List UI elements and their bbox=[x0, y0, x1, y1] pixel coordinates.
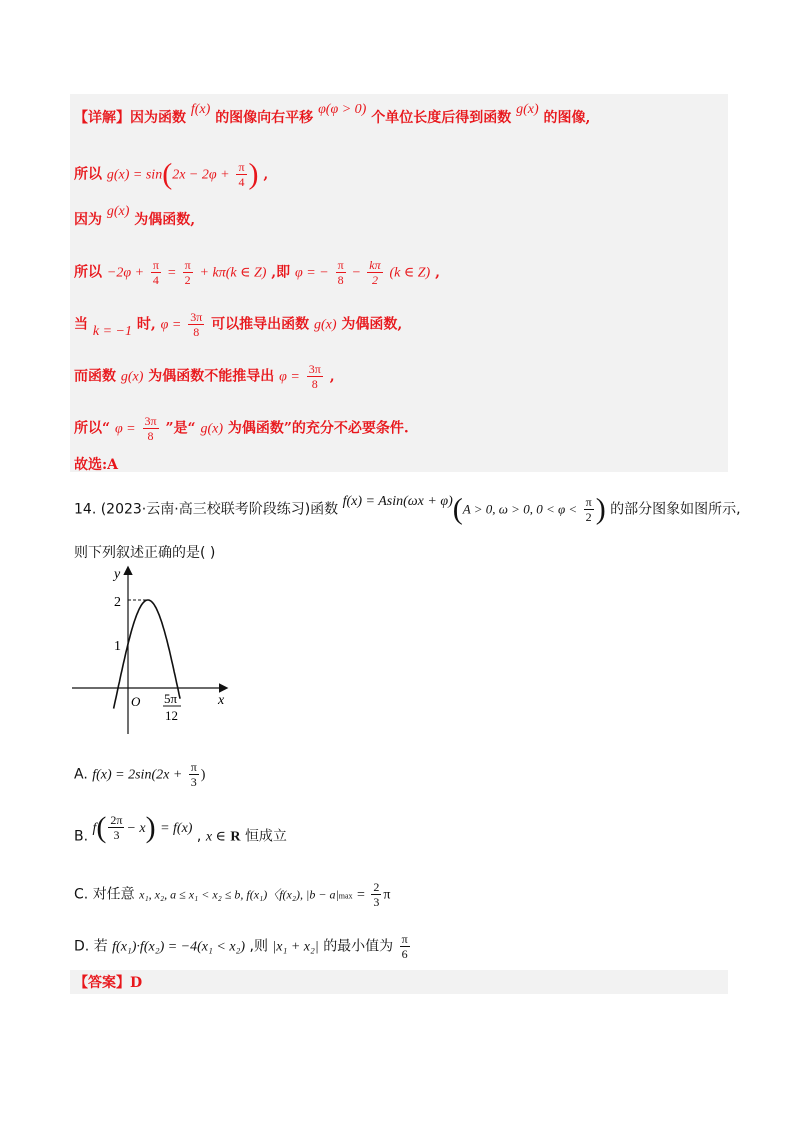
option-label: B. bbox=[74, 828, 89, 845]
math: 2x − 2φ + bbox=[172, 167, 230, 183]
math-real-set: R bbox=[230, 829, 241, 845]
text: , bbox=[263, 166, 269, 183]
solution-line-4 bbox=[74, 258, 440, 287]
text: 为偶函数”的充分不必要条件. bbox=[227, 420, 409, 437]
fraction: $\frac{3\pi}{8}$ bbox=[190, 310, 203, 339]
math: = bbox=[167, 265, 176, 281]
text: , bbox=[329, 368, 335, 385]
fraction: $\frac{\pi}{4}$ bbox=[238, 160, 245, 189]
option-a[interactable] bbox=[74, 760, 205, 789]
fraction: $\frac{3\pi}{8}$ bbox=[308, 362, 321, 391]
text: 的部分图象如图所示, bbox=[610, 501, 741, 518]
math: + kπ(k ∈ Z) bbox=[199, 265, 267, 281]
fraction: $\frac{\pi}{6}$ bbox=[401, 932, 408, 961]
math-subscript: max bbox=[338, 891, 353, 901]
math: g(x) = sin bbox=[106, 167, 163, 183]
answer-line bbox=[74, 973, 142, 993]
math: |x₁ + x₂| bbox=[272, 939, 319, 955]
math-formula: f(x) = Asin(ωx + φ) bbox=[342, 493, 453, 509]
math: f(x) = 2sin(2x + bbox=[92, 767, 183, 783]
math-gx: g(x) bbox=[314, 317, 337, 333]
math-gx: g(x) bbox=[120, 369, 144, 385]
text: 的图像, bbox=[543, 110, 591, 126]
option-d[interactable] bbox=[74, 932, 412, 961]
text: 时, bbox=[136, 316, 156, 333]
y-axis-label: y bbox=[114, 567, 121, 582]
fraction: $\frac{3\pi}{8}$ bbox=[144, 414, 157, 443]
solution-line-3 bbox=[74, 204, 196, 231]
text: 所以“ bbox=[74, 420, 111, 437]
fraction: $\frac{\pi}{2}$ bbox=[585, 495, 592, 524]
answer-box bbox=[70, 970, 728, 994]
tick-label-x-den: 12 bbox=[165, 708, 178, 723]
text: , bbox=[435, 264, 440, 281]
solution-line-1 bbox=[74, 102, 591, 129]
text: ”是“ bbox=[165, 420, 196, 437]
math: φ = − bbox=[295, 265, 329, 281]
math-fx: f(x) bbox=[190, 102, 211, 117]
paren: ) bbox=[248, 157, 259, 191]
text: 的最小值为 bbox=[323, 938, 394, 955]
text: 【详解】因为函数 bbox=[74, 110, 186, 126]
text: ,则 bbox=[249, 938, 268, 955]
fraction: $\frac{2\pi}{3}$ bbox=[110, 813, 123, 842]
final-choice: 故选:A bbox=[74, 457, 119, 473]
x-axis-label: x bbox=[218, 693, 225, 708]
solution-line-7 bbox=[74, 414, 409, 443]
math-gx: g(x) bbox=[106, 204, 130, 219]
question-number: 14. bbox=[74, 501, 97, 518]
text: 的图像向右平移 bbox=[215, 110, 314, 126]
option-b[interactable]: B. f( $\frac{2\pi}{3}$ − x) = f(x) , x ∈ R 恒成立 bbox=[74, 810, 287, 845]
solution-line-6 bbox=[74, 362, 335, 391]
option-label: C. bbox=[74, 886, 89, 903]
fraction: $\frac{\pi}{3}$ bbox=[190, 760, 197, 789]
math: k = −1 bbox=[92, 323, 132, 339]
function-graph bbox=[70, 562, 240, 742]
question-source: (2023·云南·高三校联考阶段练习)函数 bbox=[100, 501, 339, 518]
math-phi: φ(φ > 0) bbox=[318, 102, 367, 117]
text: 对任意 bbox=[92, 886, 135, 903]
math-gx: g(x) bbox=[516, 102, 539, 117]
fraction: $\frac{k\pi}{2}$ bbox=[369, 258, 381, 287]
tick-label-y2: 2 bbox=[114, 595, 121, 610]
option-label: A. bbox=[74, 766, 88, 783]
math: f bbox=[92, 820, 97, 836]
tick-label-y1: 1 bbox=[114, 639, 121, 654]
text: 所以 bbox=[74, 166, 102, 183]
math: π bbox=[383, 887, 391, 903]
text: 为偶函数不能推导出 bbox=[148, 368, 275, 385]
tick-label-x-num: 5π bbox=[164, 691, 178, 706]
text: 为偶函数, bbox=[134, 212, 196, 228]
solution-line-8 bbox=[74, 455, 118, 475]
math: φ = bbox=[114, 421, 136, 437]
fraction: $\frac{\pi}{8}$ bbox=[337, 258, 344, 287]
math: = f(x) bbox=[160, 820, 193, 836]
text: 个单位长度后得到函数 bbox=[371, 110, 512, 126]
math: − bbox=[352, 265, 361, 281]
math: φ = bbox=[160, 317, 182, 333]
question-prompt bbox=[74, 543, 215, 563]
math: = bbox=[356, 887, 365, 903]
option-c[interactable] bbox=[74, 880, 390, 909]
origin-label: O bbox=[131, 694, 141, 709]
math: ) bbox=[200, 767, 206, 783]
math: −2φ + bbox=[106, 265, 145, 281]
solution-line-2 bbox=[74, 157, 269, 191]
fraction: $\frac{\pi}{4}$ bbox=[152, 258, 159, 287]
question-header: 14. (2023·云南·高三校联考阶段练习)函数 f(x) = Asin(ωx + φ)(A > 0, ω > 0, 0 < φ < $\frac{\pi}{2}$ ) 的部分图象如图所示, bbox=[74, 492, 741, 526]
math: x₁, x₂, a ≤ x₁ < x₂ ≤ b, f(x₁)〈f(x₂), |b − a| bbox=[139, 887, 339, 902]
answer-text: 【答案】D bbox=[74, 975, 143, 991]
option-label: D. bbox=[74, 938, 90, 955]
text: 所以 bbox=[74, 264, 102, 281]
fraction: $\frac{2}{3}$ bbox=[373, 880, 380, 909]
paren: ( bbox=[162, 157, 173, 191]
text: 若 bbox=[93, 938, 108, 955]
text: 而函数 bbox=[74, 368, 116, 385]
math: x ∈ bbox=[205, 829, 226, 845]
solution-line-5 bbox=[74, 310, 402, 339]
math: (k ∈ Z) bbox=[389, 265, 431, 281]
math: φ = bbox=[279, 369, 300, 385]
math-condition: A > 0, ω > 0, 0 < φ < bbox=[462, 501, 578, 517]
text: 当 bbox=[74, 316, 88, 333]
text: , bbox=[196, 828, 202, 845]
math: f(x₁)·f(x₂) = −4(x₁ < x₂) bbox=[112, 939, 246, 955]
text: 因为 bbox=[74, 212, 102, 228]
fraction: $\frac{\pi}{2}$ bbox=[184, 258, 191, 287]
text: ,即 bbox=[271, 264, 291, 281]
math: − x bbox=[126, 820, 146, 836]
text: 为偶函数, bbox=[341, 316, 403, 333]
text: 恒成立 bbox=[244, 828, 287, 845]
text: 则下列叙述正确的是( ) bbox=[74, 545, 216, 561]
math-gx: g(x) bbox=[200, 421, 223, 437]
text: 可以推导出函数 bbox=[211, 316, 310, 333]
